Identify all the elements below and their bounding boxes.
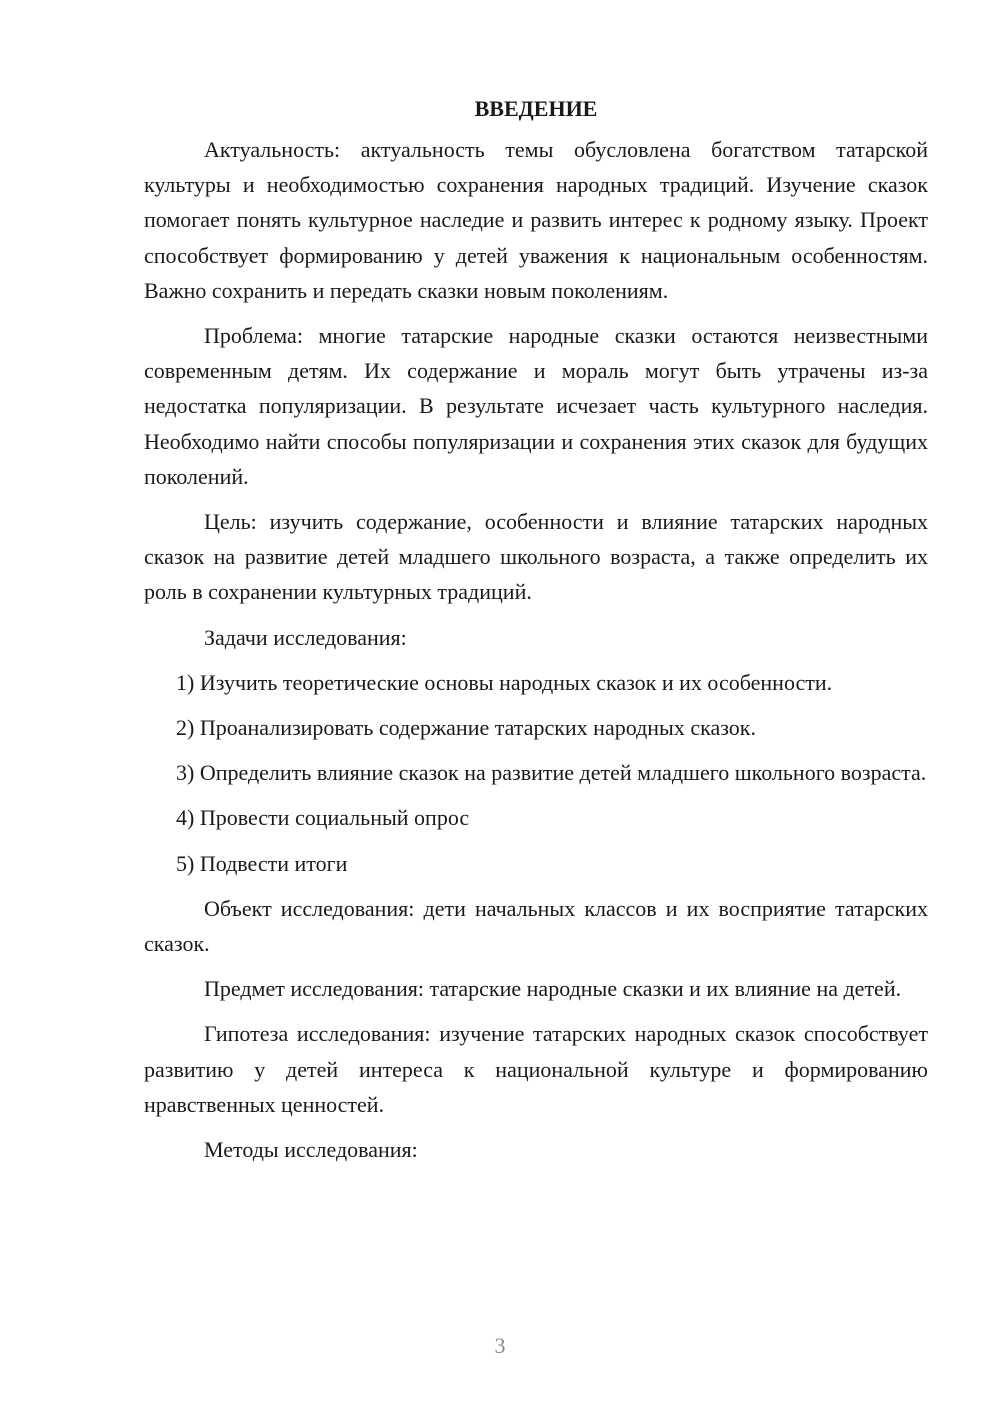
document-page bbox=[144, 92, 928, 1177]
page-number: 3 bbox=[494, 1333, 506, 1358]
methods-heading: Методы исследования: bbox=[204, 1137, 418, 1163]
task-item-5: 5) Подвести итоги bbox=[176, 850, 348, 876]
subject-paragraph: Предмет исследования: татарские народные сказки и их влияние на детей. bbox=[204, 976, 902, 1002]
tasks-heading: Задачи исследования: bbox=[204, 624, 407, 650]
task-item-4: 4) Провести социальный опрос bbox=[176, 805, 470, 831]
section-title: ВВЕДЕНИЕ bbox=[474, 96, 598, 121]
task-item-3: 3) Определить влияние сказок на развитие детей младшего школьного возраста. bbox=[176, 760, 927, 786]
task-item-1: 1) Изучить теоретические основы народных сказок и их особенности. bbox=[176, 669, 833, 695]
object-paragraph: Объект исследования: дети начальных классов и их восприятие татарских сказок. bbox=[144, 895, 928, 957]
problem-paragraph: Проблема: многие татарские народные сказки остаются неизвестными современным детям. Их содержание и мораль могут быть утрачены из-за недостатка популяризации. В результате исчезает часть культурного наследия. Необходимо найти способы популяризации и сохранения этих сказок для будущих поколений. bbox=[144, 323, 928, 489]
relevance-paragraph: Актуальность: актуальность темы обусловлена богатством татарской культуры и необходимостью сохранения народных традиций. Изучение сказок помогает понять культурное наследие и развить интерес к родному языку. Проект способствует формированию у детей уважения к национальным особенностям. Важно сохранить и передать сказки новым поколениям. bbox=[144, 137, 928, 303]
goal-paragraph: Цель: изучить содержание, особенности и влияние татарских народных сказок на развитие детей младшего школьного возраста, а также определить их роль в сохранении культурных традиций. bbox=[144, 509, 928, 605]
task-item-2: 2) Проанализировать содержание татарских народных сказок. bbox=[176, 715, 756, 741]
hypothesis-paragraph: Гипотеза исследования: изучение татарских народных сказок способствует развитию у детей интереса к национальной культуре и формированию нравственных ценностей. bbox=[144, 1021, 928, 1117]
